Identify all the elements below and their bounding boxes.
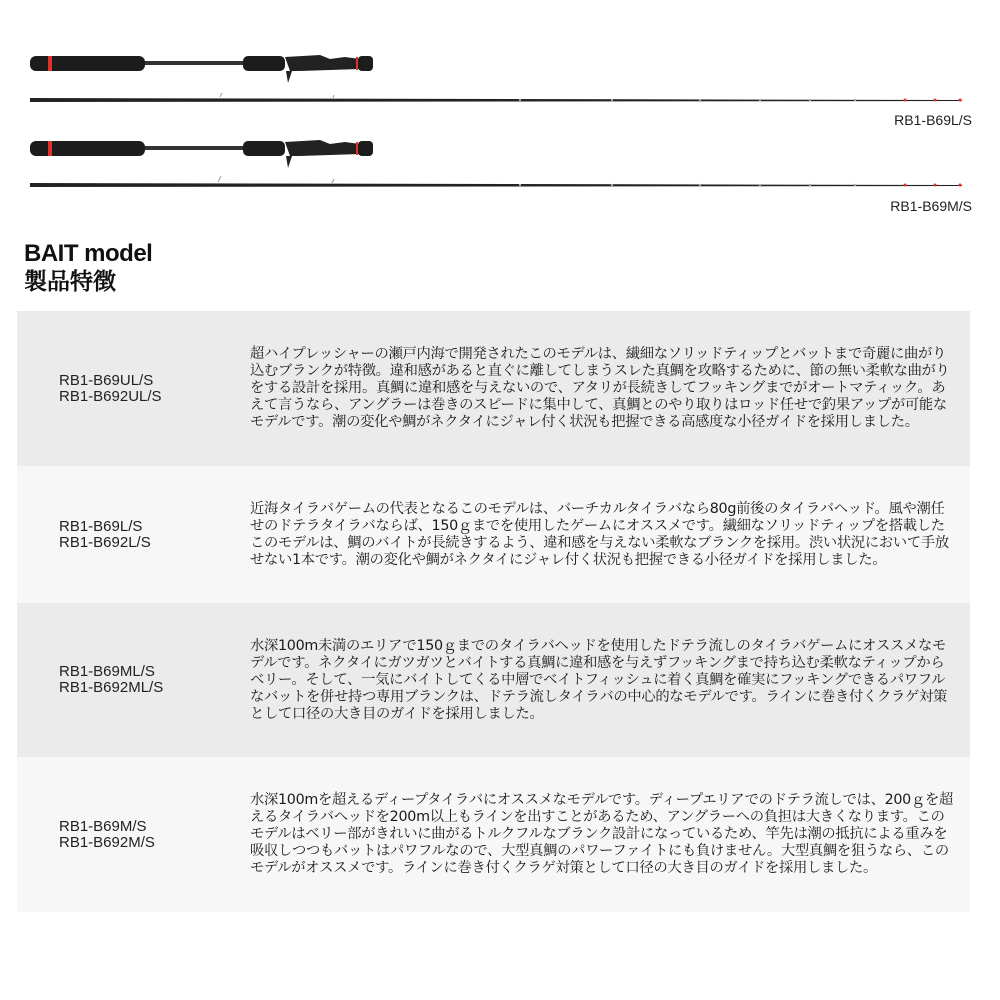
- model-names: [17, 373, 250, 405]
- model-name: RB1-B692L/S: [59, 533, 151, 551]
- model-names: [17, 519, 250, 551]
- feature-table: [17, 311, 970, 912]
- model-name: RB1-B69ML/S: [59, 663, 155, 680]
- section-heading: [24, 240, 152, 296]
- model-names: [17, 664, 250, 696]
- table-row: [17, 757, 970, 912]
- model-name: RB1-B692ML/S: [59, 679, 164, 696]
- rod-blank: [30, 93, 962, 102]
- heading-title: BAIT model: [24, 240, 153, 267]
- model-names: [17, 819, 250, 851]
- model-name: RB1-B69UL/S: [59, 371, 154, 389]
- model-name: RB1-B69L/S: [59, 517, 143, 535]
- table-row: [17, 311, 970, 466]
- model-description: 超ハイプレッシャーの瀬戸内海で開発されたこのモデルは、繊細なソリッドティップとバットまで奇麗に曲がり込むブランクが特徴。違和感があると直ぐに離してしまうスレた真鯛を攻略するために、節の無い柔軟な曲がりをする設計を採用。真鯛に違和感を与えないので、アタリが長続きしてフッキングまでがオートマティック。あえて言うなら、アングラーは巻きのスピードに集中して、真鯛とのやり取りはロッド任せで釣果アップが可能なモデルです。潮の変化や鯛がネクタイにジャレ付く状況も把握できる高感度な小径ガイドを採用しました。: [250, 346, 950, 430]
- rod-image-2: [0, 130, 1000, 220]
- rod-image-1: [0, 45, 1000, 135]
- model-description: 水深100mを超えるディープタイラバにオススメなモデルです。ディープエリアでのドテラ流しでは、200ｇを超えるタイラバヘッドを200m以上もラインを出すことがあるため、アングラーへの負担は大きくなります。このモデルはベリー部がきれいに曲がるトルクフルなブランク設計になっているため、竿先は潮の抵抗による重みを吸収しつつもバットはパワフルなので、大型真鯛のパワーファイトにも負けません。大型真鯛を狙うなら、このモデルがオススメです。ラインに巻き付くクラゲ対策として口径の大き目のガイドを採用しました。: [250, 792, 953, 876]
- rod-handle: [30, 140, 373, 168]
- model-description: 近海タイラバゲームの代表となるこのモデルは、バーチカルタイラバなら80g前後のタイラバヘッド。風や潮任せのドテラタイラバならば、150ｇまでを使用したゲームにオススメです。繊細なソリッドティップを搭載したこのモデルは、鯛のバイトが長続きするよう、違和感を与えない柔軟なブランクを採用。渋い状況において手放せない1本です。潮の変化や鯛がネクタイにジャレ付く状況も把握できる小径ガイドを採用しました。: [250, 500, 949, 568]
- rod-model-label: RB1-B69M/S: [890, 198, 972, 214]
- model-name: RB1-B692M/S: [59, 833, 155, 851]
- table-row: [17, 466, 970, 603]
- rod-handle: [30, 55, 373, 83]
- rod-blank: [30, 176, 962, 187]
- rod-model-label: RB1-B69L/S: [894, 112, 972, 128]
- model-name: RB1-B692UL/S: [59, 387, 162, 405]
- model-description: 水深100m未満のエリアで150ｇまでのタイラバヘッドを使用したドテラ流しのタイラバゲームにオススメなモデルです。ネクタイにガツガツとバイトする真鯛に違和感を与えずフッキングまで持ち込む柔軟なティップからベリー。そして、一気にバイトしてくる中層でベイトフィッシュに着く真鯛を確実にフッキングできるパワフルなバットを併せ持つ専用ブランクは、ドテラ流しタイラバの中心的なモデルです。ラインに巻き付くクラゲ対策として口径の大き目のガイドを採用しました。: [250, 637, 947, 722]
- heading-subtitle: 製品特徴: [24, 269, 116, 295]
- table-row: [17, 603, 970, 757]
- model-name: RB1-B69M/S: [59, 817, 147, 835]
